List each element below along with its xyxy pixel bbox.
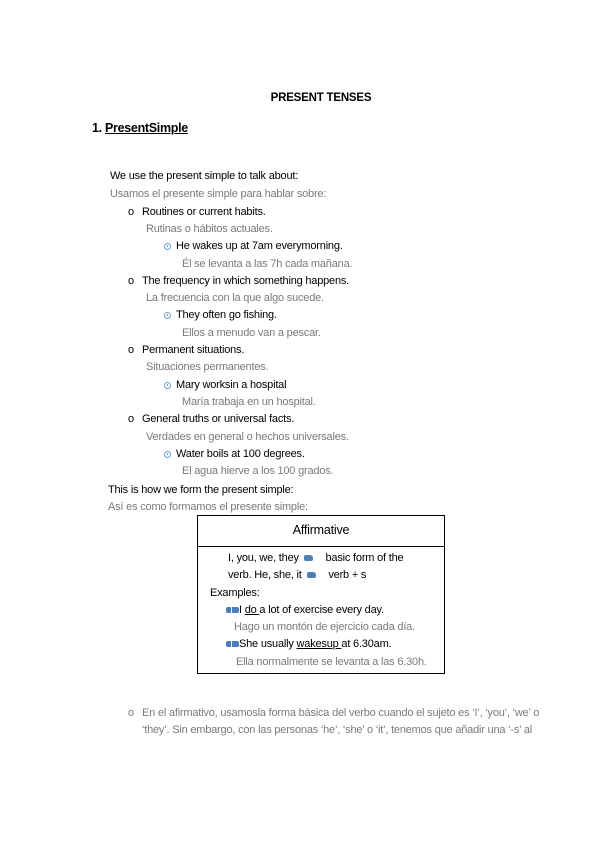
clock-icon bbox=[164, 243, 171, 250]
examples-label: Examples: bbox=[210, 587, 260, 599]
box-heading: Affirmative bbox=[292, 523, 350, 537]
use-es: Situaciones permanentes. bbox=[146, 361, 269, 373]
pointing-hand-icon bbox=[304, 555, 313, 561]
clock-icon bbox=[164, 451, 171, 458]
box-divider bbox=[198, 546, 444, 547]
note-bullet: o bbox=[128, 707, 135, 719]
subject-group-1: I, you, we, they bbox=[228, 552, 299, 564]
affirmative-box bbox=[197, 515, 445, 674]
use-en: Permanent situations. bbox=[142, 344, 245, 356]
example-es: Ellos a menudo van a pescar. bbox=[182, 327, 321, 339]
section-title: PresentSimple bbox=[105, 121, 188, 135]
bullet: o bbox=[128, 206, 135, 218]
intro-en: We use the present simple to talk about: bbox=[110, 170, 299, 182]
use-en: The frequency in which something happens. bbox=[142, 275, 350, 287]
use-es: Verdades en general o hechos universales. bbox=[146, 431, 349, 443]
note-line-2: ‘they’. Sin embargo, con las personas ‘he’, ‘she’ o ‘it’, tenemos que añadir una ‘-s’ al bbox=[142, 724, 533, 736]
form-es: Así es como formamos el presente simple: bbox=[108, 501, 308, 513]
ex1-post: a lot of exercise every day. bbox=[259, 604, 384, 616]
section-number: 1. bbox=[92, 121, 102, 135]
bullet: o bbox=[128, 275, 135, 287]
section-heading bbox=[92, 121, 188, 135]
rule-text-1: basic form of the bbox=[325, 552, 404, 564]
intro-es: Usamos el presente simple para hablar sobre: bbox=[110, 188, 327, 200]
ex1-verb: do bbox=[244, 604, 260, 616]
pointing-hand-icon bbox=[307, 572, 316, 578]
example-en: They often go fishing. bbox=[176, 309, 277, 321]
box-line-2 bbox=[228, 569, 366, 581]
box-example-1-es: Hago un montón de ejercicio cada día. bbox=[234, 621, 415, 633]
bullet: o bbox=[128, 413, 135, 425]
form-en: This is how we form the present simple: bbox=[108, 484, 294, 496]
note-line-1: En el afirmativo, usamosla forma básica del verbo cuando el sujeto es ‘I’, ‘you’, ‘we’ o bbox=[142, 707, 540, 719]
bullet: o bbox=[128, 344, 135, 356]
pointing-hand-icon bbox=[226, 607, 239, 613]
ex2-verb: wakesup bbox=[296, 638, 342, 650]
use-es: La frecuencia con la que algo sucede. bbox=[146, 292, 324, 304]
box-example-2 bbox=[226, 638, 391, 650]
ex2-pre: She usually bbox=[239, 638, 297, 650]
rule-text-2: verb + s bbox=[328, 569, 367, 581]
example-es: María trabaja en un hospital. bbox=[182, 396, 316, 408]
page-title: PRESENT TENSES bbox=[270, 92, 372, 104]
clock-icon bbox=[164, 312, 171, 319]
clock-icon bbox=[164, 382, 171, 389]
example-en: Water boils at 100 degrees. bbox=[176, 448, 305, 460]
box-example-1 bbox=[226, 604, 384, 616]
example-es: El agua hierve a los 100 grados. bbox=[182, 465, 334, 477]
pointing-hand-icon bbox=[226, 641, 239, 647]
ex2-post: at 6.30am. bbox=[341, 638, 392, 650]
use-en: Routines or current habits. bbox=[142, 206, 266, 218]
example-en: He wakes up at 7am everymorning. bbox=[176, 240, 343, 252]
box-example-2-es: Ella normalmente se levanta a las 6.30h. bbox=[236, 656, 427, 668]
use-en: General truths or universal facts. bbox=[142, 413, 295, 425]
example-en: Mary worksin a hospital bbox=[176, 379, 287, 391]
ex1-pre: I bbox=[239, 604, 245, 616]
box-line-1 bbox=[228, 552, 403, 564]
example-es: Él se levanta a las 7h cada mañana. bbox=[182, 258, 353, 270]
use-es: Rutinas o hábitos actuales. bbox=[146, 223, 273, 235]
subject-group-2: verb. He, she, it bbox=[228, 569, 302, 581]
